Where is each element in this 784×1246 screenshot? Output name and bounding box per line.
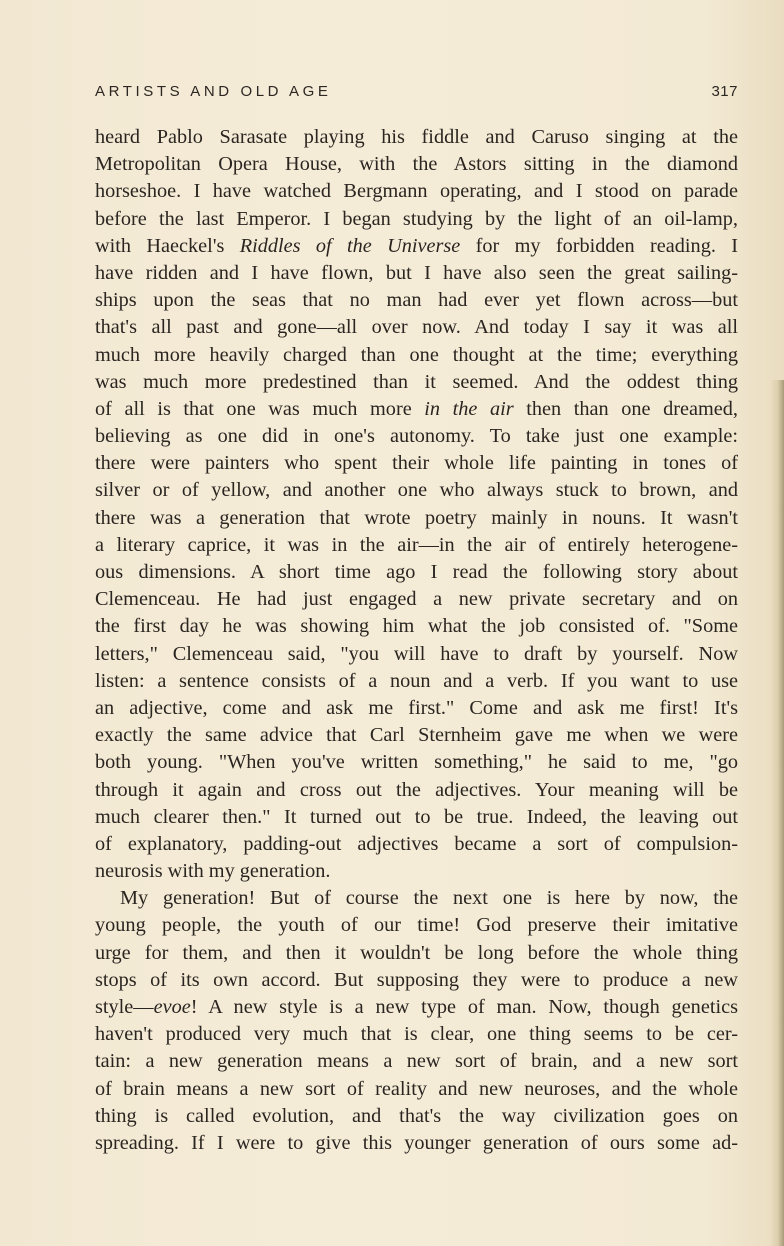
running-title: ARTISTS AND OLD AGE bbox=[95, 83, 332, 100]
text-line bbox=[95, 287, 738, 314]
text-run: My generation! But of course the next one is here by now, the bbox=[120, 887, 738, 910]
text-line bbox=[95, 777, 738, 804]
text-run: of explanatory, padding-out adjectives became a sort of compulsion- bbox=[95, 832, 738, 855]
text-line bbox=[95, 206, 738, 233]
text-run: ous dimensions. A short time ago I read the following story about bbox=[95, 561, 738, 583]
text-line bbox=[95, 342, 738, 369]
text-run: have ridden and I have flown, but I have also seen the great sailing- bbox=[95, 261, 738, 284]
text-line bbox=[95, 967, 738, 994]
text-line bbox=[95, 586, 738, 613]
page-number: 317 bbox=[711, 83, 738, 100]
text-run: young people, the youth of our time! God preserve their imitative bbox=[95, 914, 738, 937]
text-run: then than one dreamed, bbox=[513, 397, 738, 420]
text-line bbox=[95, 151, 738, 178]
text-run: much more heavily charged than one thought at the time; everything bbox=[95, 343, 738, 366]
text-run: Metropolitan Opera House, with the Astors sitting in the diamond bbox=[95, 153, 738, 176]
text-line bbox=[95, 477, 738, 504]
text-run: much clearer then." It turned out to be true. Indeed, the leaving out bbox=[95, 805, 738, 828]
text-line bbox=[95, 1021, 738, 1048]
text-line bbox=[95, 532, 738, 559]
text-run: horseshoe. I have watched Bergmann operating, and I stood on parade bbox=[95, 180, 738, 203]
text-run: spreading. If I were to give this younger generation of ours some ad- bbox=[95, 1131, 738, 1154]
paragraph-1 bbox=[95, 124, 738, 885]
body-text bbox=[95, 124, 738, 1157]
text-line bbox=[95, 233, 738, 260]
text-line bbox=[95, 668, 738, 695]
text-run: listen: a sentence consists of a noun and a verb. If you want to use bbox=[95, 669, 738, 692]
text-run: the first day he was showing him what the job consisted of. "Some bbox=[95, 615, 738, 638]
text-run: exactly the same advice that Carl Sternheim gave me when we were bbox=[95, 724, 738, 747]
text-line bbox=[95, 314, 738, 341]
text-run: there were painters who spent their whole life painting in tones of bbox=[95, 452, 738, 475]
text-run: that's all past and gone—all over now. And today I say it was all bbox=[95, 316, 738, 339]
page-edge-shadow bbox=[770, 380, 784, 1246]
text-run: letters," Clemenceau said, "you will have to draft by yourself. Now bbox=[95, 642, 738, 665]
text-run: Clemenceau. He had just engaged a new private secretary and on bbox=[95, 588, 738, 611]
text-line bbox=[95, 178, 738, 205]
text-run: for my forbidden reading. I bbox=[460, 234, 738, 257]
text-line bbox=[95, 260, 738, 287]
text-run: there was a generation that wrote poetry mainly in nouns. It wasn't bbox=[95, 506, 738, 529]
text-run: of all is that one was much more bbox=[95, 397, 425, 420]
text-run: silver or of yellow, and another one who always stuck to brown, and bbox=[95, 479, 738, 502]
text-line bbox=[95, 613, 738, 640]
text-run: was much more predestined than it seemed. And the oddest thing bbox=[95, 370, 738, 393]
text-line bbox=[95, 450, 738, 477]
text-run: stops of its own accord. But supposing they were to produce a new bbox=[95, 968, 738, 991]
text-run: both young. "When you've written something," he said to me, "go bbox=[95, 751, 738, 774]
text-run: through it again and cross out the adjectives. Your meaning will be bbox=[95, 778, 738, 801]
text-run: thing is called evolution, and that's the way civilization goes on bbox=[95, 1104, 738, 1127]
text-run: haven't produced very much that is clear, one thing seems to be cer- bbox=[95, 1023, 738, 1046]
paragraph-2 bbox=[95, 885, 738, 1157]
text-run: believing as one did in one's autonomy. To take just one example: bbox=[95, 425, 738, 448]
running-header bbox=[95, 83, 738, 105]
text-line bbox=[95, 804, 738, 831]
text-run: ships upon the seas that no man had ever yet flown across—but bbox=[95, 289, 738, 312]
text-run: with Haeckel's bbox=[95, 234, 240, 257]
text-line bbox=[95, 559, 738, 586]
text-line bbox=[95, 369, 738, 396]
text-run: urge for them, and then it wouldn't be long before the whole thing bbox=[95, 941, 738, 964]
italic-title: in the air bbox=[424, 397, 514, 420]
text-run: a literary caprice, it was in the air—in the air of entirely heterogene- bbox=[95, 533, 738, 556]
text-run: an adjective, come and ask me first." Come and ask me first! It's bbox=[95, 696, 738, 719]
text-line bbox=[95, 912, 738, 939]
text-line bbox=[95, 505, 738, 532]
text-line bbox=[95, 749, 738, 776]
italic-title: Riddles of the Universe bbox=[239, 234, 461, 257]
text-line bbox=[95, 1076, 738, 1103]
text-line bbox=[95, 695, 738, 722]
text-line bbox=[95, 641, 738, 668]
text-line bbox=[95, 885, 738, 912]
text-line bbox=[95, 994, 738, 1021]
text-run: of brain means a new sort of reality and new neuroses, and the whole bbox=[95, 1077, 738, 1100]
text-line bbox=[95, 396, 738, 423]
text-run: style— bbox=[95, 996, 154, 1018]
text-line bbox=[95, 1048, 738, 1075]
text-run: tain: a new generation means a new sort of brain, and a new sort bbox=[95, 1050, 738, 1073]
text-line bbox=[95, 423, 738, 450]
text-run: neurosis with my generation. bbox=[95, 860, 331, 883]
text-line bbox=[95, 858, 738, 885]
text-line bbox=[95, 1103, 738, 1130]
text-line bbox=[95, 722, 738, 749]
text-run: ! A new style is a new type of man. Now, though genetics bbox=[190, 996, 738, 1018]
text-line bbox=[95, 940, 738, 967]
text-run: before the last Emperor. I began studying by the light of an oil-lamp, bbox=[95, 207, 738, 230]
text-line bbox=[95, 1130, 738, 1157]
italic-title: evoe bbox=[153, 996, 191, 1018]
text-line bbox=[95, 124, 738, 151]
text-line bbox=[95, 831, 738, 858]
text-run: heard Pablo Sarasate playing his fiddle and Caruso singing at the bbox=[95, 126, 738, 148]
